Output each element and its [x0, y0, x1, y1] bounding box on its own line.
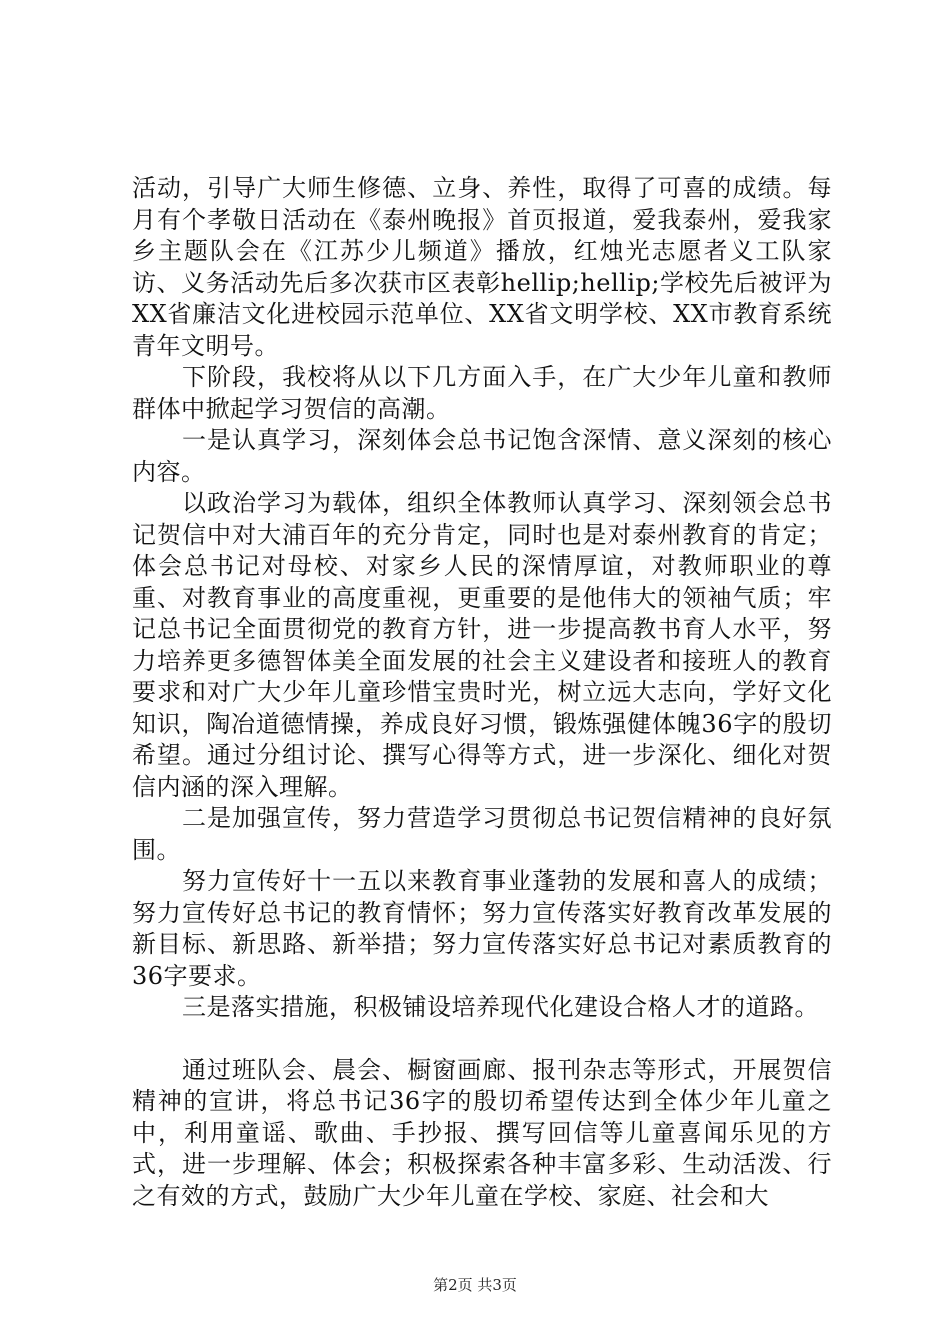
page-number-label: 第2页 共3页 [433, 1276, 517, 1294]
paragraph-point-two-body: 努力宣传好十一五以来教育事业蓬勃的发展和喜人的成绩；努力宣传好总书记的教育情怀；努力宣传落实好教育改革发展的新目标、新思路、新举措；努力宣传落实好总书记对素质教育的36字要求。 [132, 867, 832, 990]
paragraph-point-three-heading: 三是落实措施，积极铺设培养现代化建设合格人才的道路。 [182, 993, 819, 1021]
paragraph-achievements: 活动，引导广大师生修德、立身、养性，取得了可喜的成绩。每月有个孝敬日活动在《泰州晚报》首页报道，爱我泰州，爱我家乡主题队会在《江苏少儿频道》播放，红烛光志愿者义工队家访、义务活动先后多次获市区表彰hellip;hellip;学校先后被评为XX省廉洁文化进校园示范单位、XX省文明学校、XX市教育系统青年文明号。 [132, 174, 832, 360]
paragraph-point-three-body: 通过班队会、晨会、橱窗画廊、报刊杂志等形式，开展贺信精神的宣讲，将总书记36字的殷切希望传达到全体少年儿童之中，利用童谣、歌曲、手抄报、撰写回信等儿童喜闻乐见的方式，进一步理解、体会；积极探索各种丰富多彩、生动活泼、行之有效的方式，鼓励广大少年儿童在学校、家庭、社会和大 [132, 1055, 832, 1210]
page-footer [0, 1274, 950, 1295]
paragraph-point-two-heading: 二是加强宣传，努力营造学习贯彻总书记贺信精神的良好氛围。 [132, 804, 832, 864]
paragraph-point-one-body: 以政治学习为载体，组织全体教师认真学习、深刻领会总书记贺信中对大浦百年的充分肯定，同时也是对泰州教育的肯定；体会总书记对母校、对家乡人民的深情厚谊，对教师职业的尊重、对教育事业的高度重视，更重要的是他伟大的领袖气质；牢记总书记全面贯彻党的教育方针，进一步提高教书育人水平，努力培养更多德智体美全面发展的社会主义建设者和接班人的教育要求和对广大少年儿童珍惜宝贵时光，树立远大志向，学好文化知识，陶冶道德情操，养成良好习惯，锻炼强健体魄36字的殷切希望。通过分组讨论、撰写心得等方式，进一步深化、细化对贺信内涵的深入理解。 [132, 489, 832, 801]
document-body [132, 173, 832, 1212]
paragraph-point-one-heading: 一是认真学习，深刻体会总书记饱含深情、意义深刻的核心内容。 [132, 426, 832, 486]
paragraph-next-stage: 下阶段，我校将从以下几方面入手，在广大少年儿童和教师群体中掀起学习贺信的高潮。 [132, 363, 832, 423]
